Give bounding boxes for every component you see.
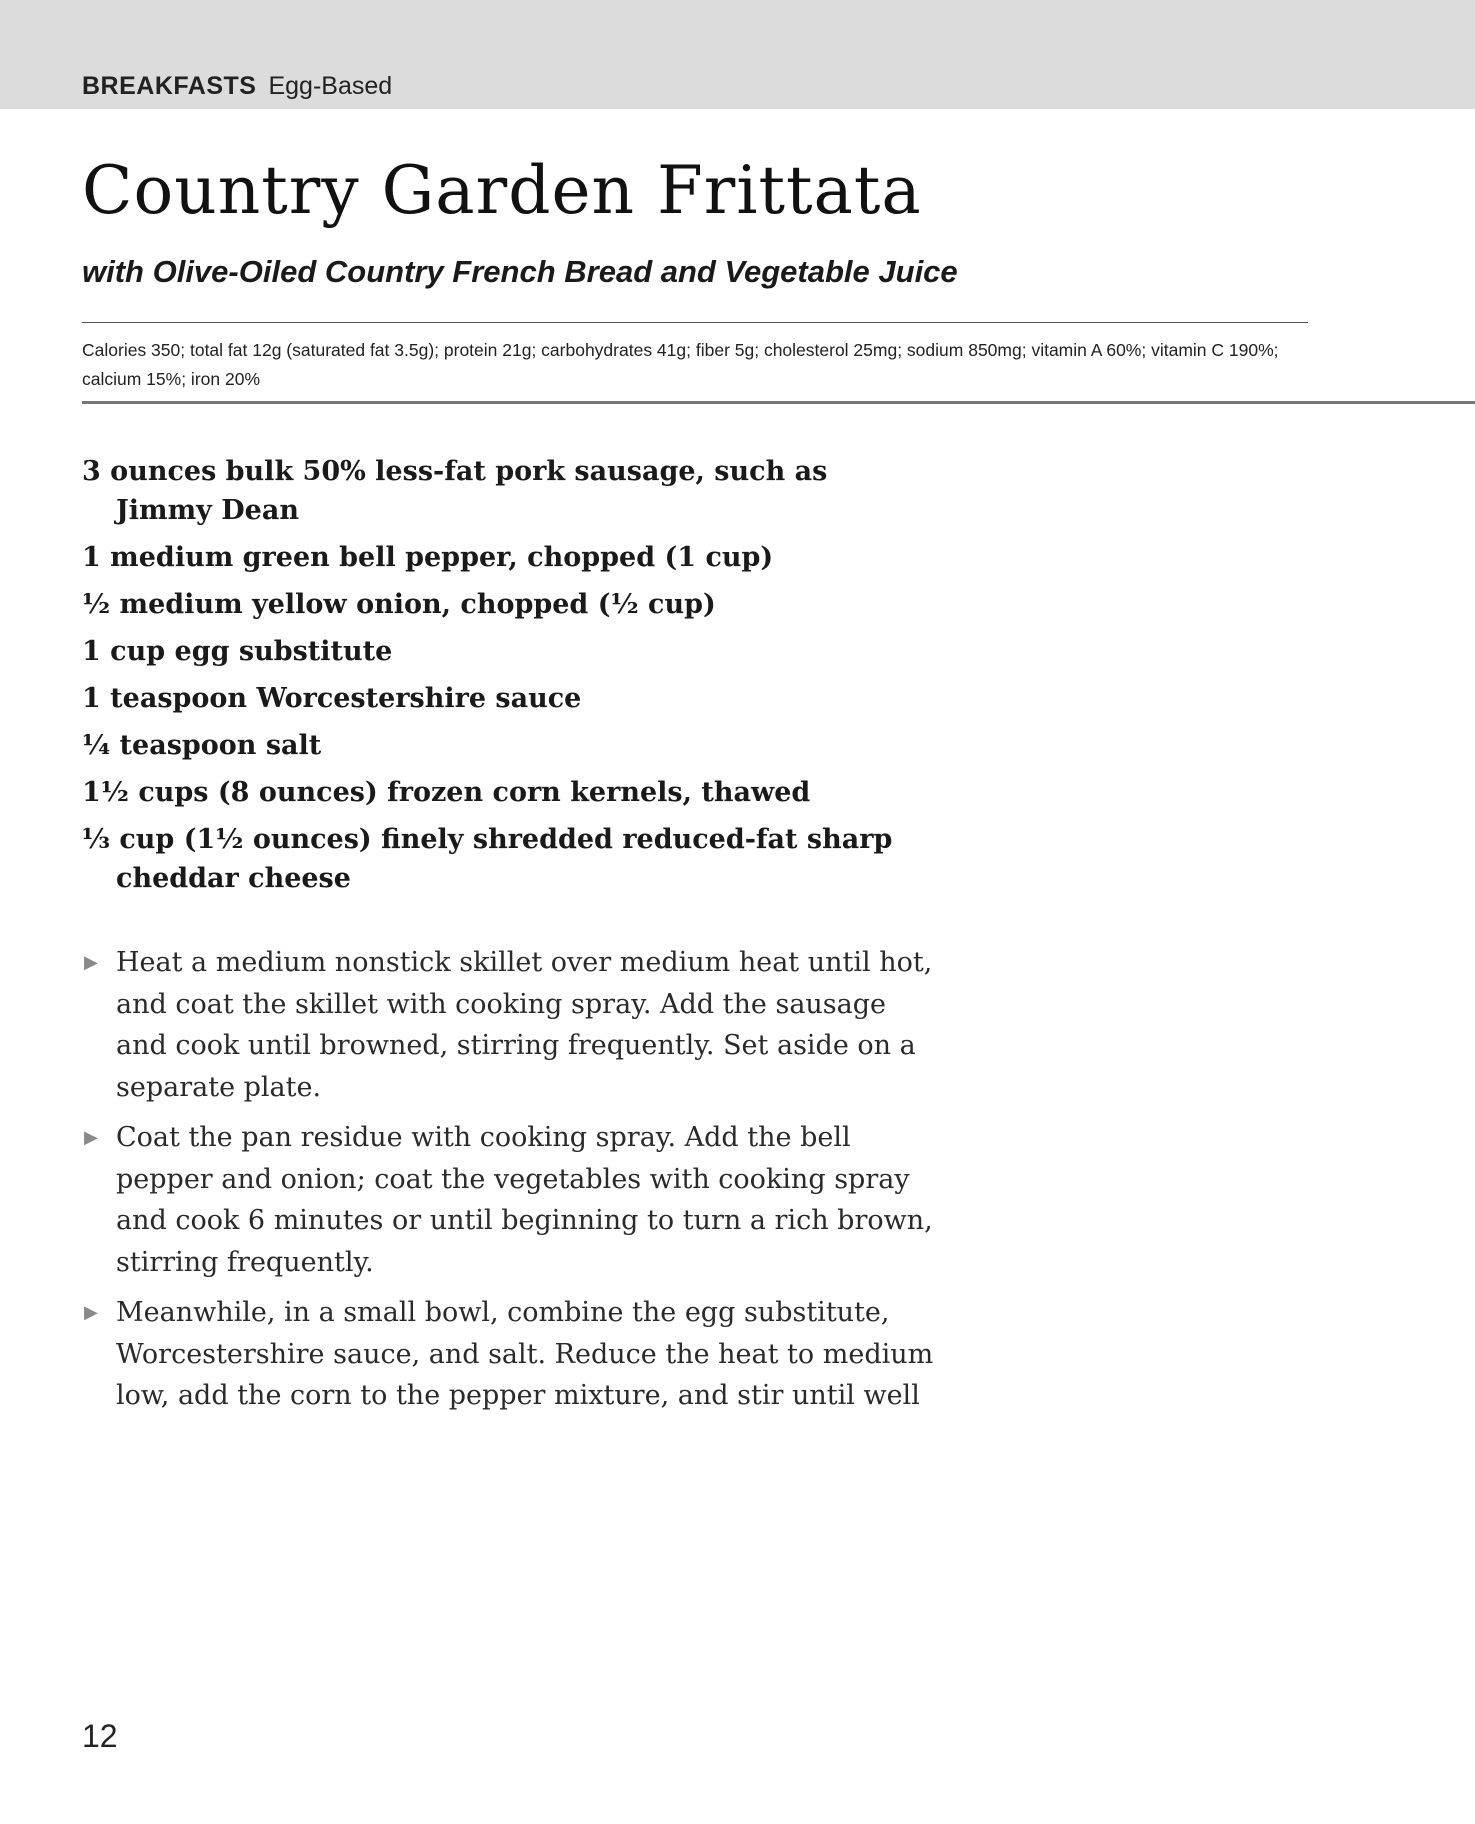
instruction-step <box>82 1117 942 1283</box>
instruction-step <box>82 942 942 1108</box>
ingredient-list <box>82 452 922 906</box>
bottom-divider <box>82 401 1475 404</box>
recipe-subtitle: with Olive-Oiled Country French Bread and Vegetable Juice <box>82 254 958 289</box>
running-head-subsection: Egg-Based <box>268 72 393 100</box>
ingredient-item: 1 teaspoon Worcestershire sauce <box>82 683 582 714</box>
ingredient-item: ½ medium yellow onion, chopped (½ cup) <box>82 589 716 620</box>
triangle-right-icon: ▶ <box>84 952 98 973</box>
instruction-text: Meanwhile, in a small bowl, combine the egg substitute, Worcestershire sauce, and salt. Reduce the heat to medium low, add the corn to the pepper mixture, and stir until well <box>116 1297 934 1411</box>
ingredient-item: ¼ teaspoon salt <box>82 730 322 761</box>
instruction-text: Heat a medium nonstick skillet over medium heat until hot, and coat the skillet with cooking spray. Add the sausage and cook until browned, stirring frequently. Set aside on a separate plate. <box>116 947 933 1103</box>
instruction-text: Coat the pan residue with cooking spray. Add the bell pepper and onion; coat the vegetables with cooking spray and cook 6 minutes or until beginning to turn a rich brown, stirring frequently. <box>116 1122 933 1278</box>
ingredient-item: ⅓ cup (1½ ounces) finely shredded reduced-fat sharp cheddar cheese <box>82 824 893 894</box>
instruction-list <box>82 942 942 1426</box>
running-head <box>82 72 392 101</box>
ingredient-item: 1½ cups (8 ounces) frozen corn kernels, thawed <box>82 777 811 808</box>
instruction-step <box>82 1292 942 1417</box>
triangle-right-icon: ▶ <box>84 1302 98 1323</box>
triangle-right-icon: ▶ <box>84 1127 98 1148</box>
nutrition-info: Calories 350; total fat 12g (saturated fat 3.5g); protein 21g; carbohydrates 41g; fiber 5g; cholesterol 25mg; sodium 850mg; vitamin A 60%; vitamin C 190%; calcium 15%; iron 20% <box>82 340 1279 389</box>
ingredient-item: 1 cup egg substitute <box>82 636 393 667</box>
running-head-section: BREAKFASTS <box>82 72 257 100</box>
page-number: 12 <box>82 1718 118 1754</box>
top-divider <box>82 322 1308 323</box>
recipe-title: Country Garden Frittata <box>82 152 922 229</box>
ingredient-item: 3 ounces bulk 50% less-fat pork sausage, such as Jimmy Dean <box>82 456 828 526</box>
ingredient-item: 1 medium green bell pepper, chopped (1 cup) <box>82 542 774 573</box>
